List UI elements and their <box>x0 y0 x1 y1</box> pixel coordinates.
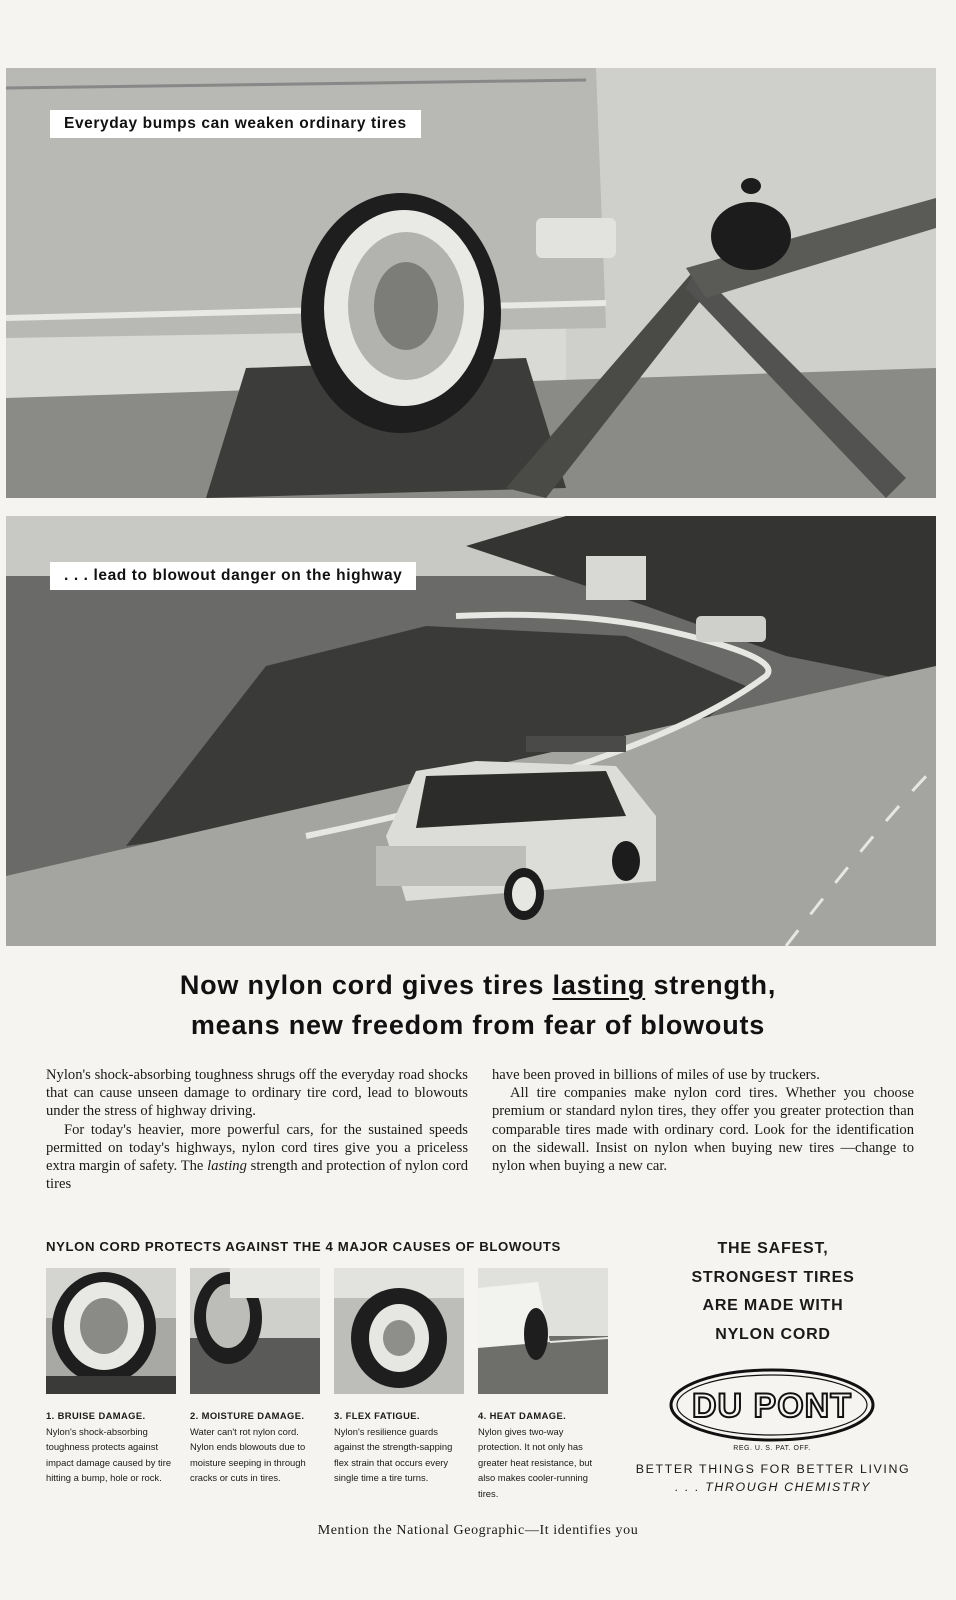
tagline <box>632 1235 914 1349</box>
cause-title: 4. HEAT DAMAGE. <box>478 1410 567 1421</box>
dupont-logo-text: DU PONT <box>692 1387 852 1425</box>
body-italic-lasting: lasting <box>207 1158 247 1175</box>
flex-fatigue-image <box>334 1268 464 1394</box>
body-paragraph-2 <box>46 1121 468 1194</box>
headline-line-1-start: Now nylon cord gives tires <box>179 970 553 1000</box>
cause-title: 3. FLEX FATIGUE. <box>334 1410 420 1421</box>
caption-blowout-danger: . . . lead to blowout danger on the highway <box>50 562 416 590</box>
heat-damage-image <box>478 1268 608 1394</box>
cause-photo-moisture <box>190 1268 320 1394</box>
tagline-line-2: STRONGEST TIRES <box>691 1268 855 1286</box>
cause-photo-heat <box>478 1268 608 1394</box>
dupont-logo <box>668 1367 876 1443</box>
cause-description: Nylon's resilience guards against the strength-sapping flex strain that occurs every single time a tire turns. <box>334 1425 453 1483</box>
footer-note: Mention the National Geographic—It identifies you <box>317 1523 639 1538</box>
body-column-1 <box>46 1066 468 1193</box>
photo-coastal-highway <box>6 516 936 946</box>
tagline-line-1: THE SAFEST, <box>717 1240 829 1257</box>
tagline-line-4: NYLON CORD <box>715 1325 831 1343</box>
cause-photo-bruise <box>46 1268 176 1394</box>
cause-title: 2. MOISTURE DAMAGE. <box>190 1410 305 1421</box>
slogan-line-2: . . . THROUGH CHEMISTRY <box>674 1480 872 1494</box>
headline-line-2: means new freedom from fear of blowouts <box>190 1010 766 1040</box>
body-paragraph-1: Nylon's shock-absorbing toughness shrugs off the everyday road shocks that can cause unseen damage to ordinary tire cord, lead to blowouts under the stress of highway driving. <box>46 1067 468 1120</box>
cause-item-bruise <box>46 1408 176 1486</box>
body-column-2 <box>492 1066 914 1175</box>
cause-description: Nylon gives two-way protection. It not only has greater heat resistance, but also makes cooler-running tires. <box>478 1425 593 1499</box>
cause-description: Nylon's shock-absorbing toughness protects against impact damage caused by tire hitting a bump, hole or rock. <box>46 1425 172 1483</box>
cause-item-heat <box>478 1408 608 1501</box>
headline-line-1-end: strength, <box>645 970 777 1000</box>
causes-heading: NYLON CORD PROTECTS AGAINST THE 4 MAJOR CAUSES OF BLOWOUTS <box>46 1239 561 1254</box>
cause-item-flex <box>334 1408 464 1486</box>
cause-item-moisture <box>190 1408 320 1486</box>
headline-emphasis-lasting: lasting <box>552 970 646 1000</box>
body-paragraph-3: have been proved in billions of miles of use by truckers. <box>492 1067 820 1083</box>
cause-title: 1. BRUISE DAMAGE. <box>46 1410 146 1421</box>
slogan-line-1: BETTER THINGS FOR BETTER LIVING <box>635 1462 911 1476</box>
registered-mark: REG. U. S. PAT. OFF. <box>733 1445 811 1452</box>
body-paragraph-4: All tire companies make nylon cord tires. Whether you choose premium or standard nylon tires, they offer you greater protection than comparable tires made with ordinary cord. Look for the identification on the sidewall. Insist on nylon when buying new tires —change to nylon when buying a new car. <box>492 1085 914 1175</box>
cause-photo-flex <box>334 1268 464 1394</box>
cause-description: Water can't rot nylon cord. Nylon ends blowouts due to moisture seeping in through cracks or cuts in tires. <box>190 1425 306 1483</box>
tagline-line-3: ARE MADE WITH <box>702 1297 844 1314</box>
photo-tire-bump <box>6 68 936 498</box>
headline-line-1 <box>0 970 956 1001</box>
caption-everyday-bumps: Everyday bumps can weaken ordinary tires <box>50 110 421 138</box>
moisture-damage-image <box>190 1268 320 1394</box>
bruise-damage-image <box>46 1268 176 1394</box>
body-paragraph-2-end: strength and protection of nylon cord tires <box>46 1158 469 1193</box>
body-paragraph-2-start: For today's heavier, more powerful cars, for the sustained speeds permitted on today's highways, nylon cord tires give you a priceless extra margin of safety. The <box>46 1121 468 1175</box>
